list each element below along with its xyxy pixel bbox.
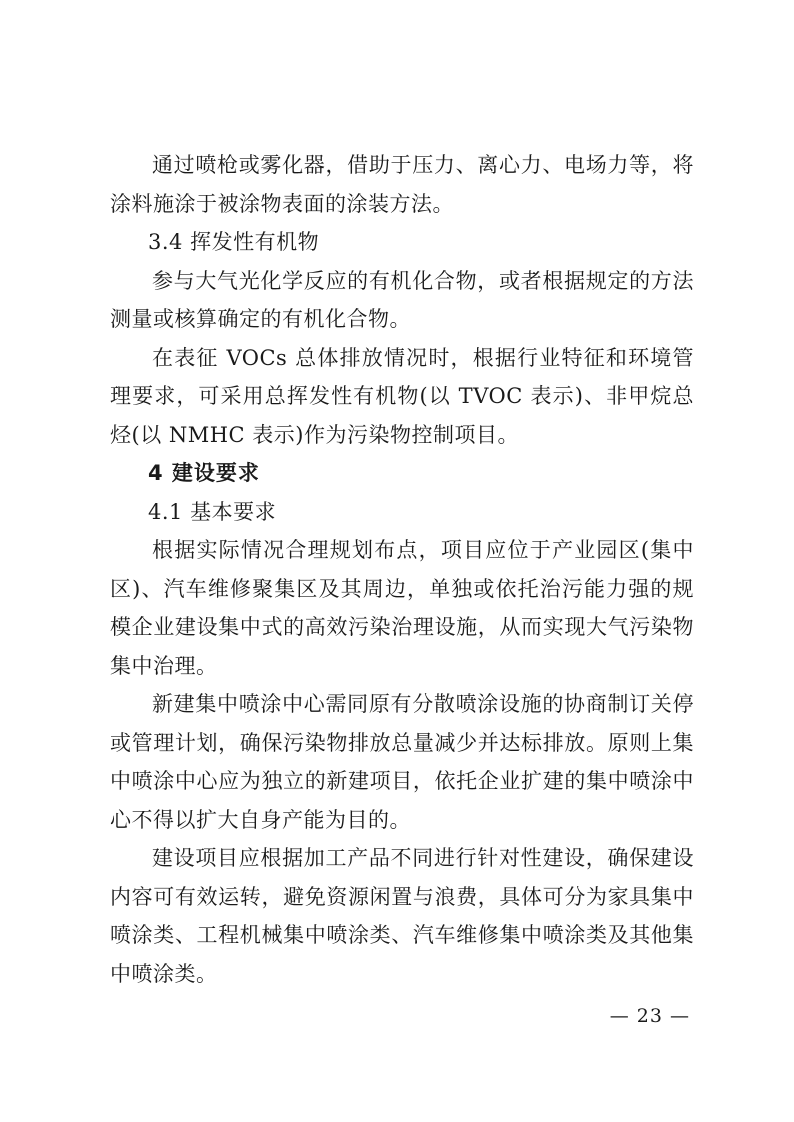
paragraph-voc-indicators: 在表征 VOCs 总体排放情况时，根据行业特征和环境管理要求，可采用总挥发性有机物(以 TVOC 表示)、非甲烷总烃(以 NMHC 表示)作为污染物控制项目。 <box>110 345 694 447</box>
page-number: — 23 — <box>609 1005 690 1027</box>
document-body <box>110 146 694 993</box>
section-3-4-title: 3.4 挥发性有机物 <box>148 230 320 254</box>
section-4-title: 4 建设要求 <box>148 461 260 485</box>
paragraph-site-planning: 根据实际情况合理规划布点，项目应位于产业园区(集中区)、汽车维修聚集区及其周边，单独或依托治污能力强的规模企业建设集中式的高效污染治理设施，从而实现大气污染物集中治理。 <box>110 538 694 678</box>
paragraph-new-center-plan: 新建集中喷涂中心需同原有分散喷涂设施的协商制订关停或管理计划，确保污染物排放总量减少并达标排放。原则上集中喷涂中心应为独立的新建项目，依托企业扩建的集中喷涂中心不得以扩大自身产能为目的。 <box>110 692 694 832</box>
paragraph-spray-definition: 通过喷枪或雾化器，借助于压力、离心力、电场力等，将涂料施涂于被涂物表面的涂装方法。 <box>110 153 694 216</box>
section-4-1-title: 4.1 基本要求 <box>148 499 277 524</box>
paragraph-construction-types: 建设项目应根据加工产品不同进行针对性建设，确保建设内容可有效运转，避免资源闲置与浪费，具体可分为家具集中喷涂类、工程机械集中喷涂类、汽车维修集中喷涂类及其他集中喷涂类。 <box>110 846 694 986</box>
paragraph-voc-definition: 参与大气光化学反应的有机化合物，或者根据规定的方法测量或核算确定的有机化合物。 <box>110 268 694 331</box>
